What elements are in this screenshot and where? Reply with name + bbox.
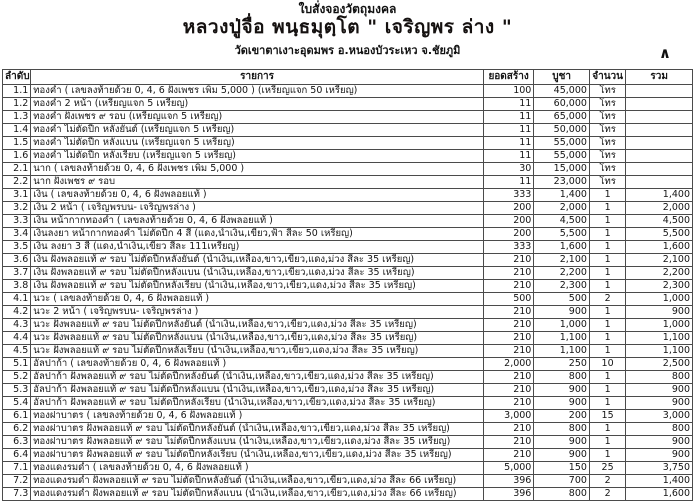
row-no: 3.3 bbox=[3, 215, 31, 228]
table-row bbox=[3, 241, 693, 254]
row-qty: 2 bbox=[589, 475, 625, 488]
row-qty: 1 bbox=[589, 306, 625, 319]
row-qty: โทร bbox=[589, 176, 625, 189]
row-qty: 1 bbox=[589, 280, 625, 293]
row-made: 11 bbox=[483, 111, 534, 124]
row-no: 1.3 bbox=[3, 111, 31, 124]
row-qty: 1 bbox=[589, 189, 625, 202]
row-qty: 1 bbox=[589, 254, 625, 267]
row-item: เงิน ฝังพลอยแท้ ๙ รอบ ไม่ตัดปีกหลังยันต์ (น้ำเงิน,เหลือง,ขาว,เขียว,แดง,ม่วง สีละ 35 เหรียญ) bbox=[31, 254, 484, 267]
row-total: 1,600 bbox=[626, 241, 693, 254]
temple-address: วัดเขาตาเงาะอุดมพร อ.หนองบัวระเหว จ.ชัยภูมิ bbox=[234, 44, 461, 57]
row-no: 4.5 bbox=[3, 345, 31, 358]
row-qty: 10 bbox=[589, 358, 625, 371]
row-qty: โทร bbox=[589, 150, 625, 163]
col-header-total: รวม bbox=[626, 70, 693, 85]
row-no: 4.2 bbox=[3, 306, 31, 319]
row-price: 50,000 bbox=[534, 124, 590, 137]
row-made: 210 bbox=[483, 319, 534, 332]
table-row bbox=[3, 358, 693, 371]
row-qty: โทร bbox=[589, 98, 625, 111]
row-no: 6.4 bbox=[3, 449, 31, 462]
row-price: 800 bbox=[534, 423, 590, 436]
row-price: 900 bbox=[534, 449, 590, 462]
row-item: ทองแดงรมดำ ( เลขลงท้ายด้วย 0, 4, 6 ฝังพลอยแท้ ) bbox=[31, 462, 484, 475]
row-total: 1,400 bbox=[626, 475, 693, 488]
row-no: 3.8 bbox=[3, 280, 31, 293]
row-made: 100 bbox=[483, 85, 534, 98]
row-qty: 1 bbox=[589, 202, 625, 215]
row-price: 4,500 bbox=[534, 215, 590, 228]
row-item: เงิน ฝังพลอยแท้ ๙ รอบ ไม่ตัดปีกหลังเรียบ (น้ำเงิน,เหลือง,ขาว,เขียว,แดง,ม่วง สีละ 35 เหรียญ) bbox=[31, 280, 484, 293]
row-price: 500 bbox=[534, 293, 590, 306]
row-no: 4.1 bbox=[3, 293, 31, 306]
row-made: 210 bbox=[483, 449, 534, 462]
row-no: 3.2 bbox=[3, 202, 31, 215]
table-row bbox=[3, 293, 693, 306]
row-item: นวะ 2 หน้า ( เจริญพรบน- เจริญพรล่าง ) bbox=[31, 306, 484, 319]
col-header-no: ลำดับ bbox=[3, 70, 31, 85]
row-made: 210 bbox=[483, 345, 534, 358]
row-made: 11 bbox=[483, 137, 534, 150]
row-qty: 1 bbox=[589, 449, 625, 462]
table-row bbox=[3, 124, 693, 137]
row-made: 210 bbox=[483, 267, 534, 280]
row-qty: โทร bbox=[589, 137, 625, 150]
row-made: 11 bbox=[483, 124, 534, 137]
col-header-item: รายการ bbox=[31, 70, 484, 85]
row-total: 4,500 bbox=[626, 215, 693, 228]
row-item: เงิน ลงยา 3 สี (แดง,น้ำเงิน,เขียว สีละ 111เหรียญ) bbox=[31, 241, 484, 254]
row-made: 2,000 bbox=[483, 358, 534, 371]
order-table-body bbox=[3, 85, 693, 501]
row-made: 396 bbox=[483, 475, 534, 488]
table-row bbox=[3, 98, 693, 111]
row-qty: 1 bbox=[589, 423, 625, 436]
row-total: 900 bbox=[626, 397, 693, 410]
row-made: 11 bbox=[483, 176, 534, 189]
row-total: 800 bbox=[626, 423, 693, 436]
row-item: อัลปาก้า ( เลขลงท้ายด้วย 0, 4, 6 ฝังพลอยแท้ ) bbox=[31, 358, 484, 371]
row-made: 210 bbox=[483, 254, 534, 267]
table-row bbox=[3, 150, 693, 163]
row-qty: 1 bbox=[589, 215, 625, 228]
row-price: 23,000 bbox=[534, 176, 590, 189]
row-item: เงิน ( เลขลงท้ายด้วย 0, 4, 6 ฝังพลอยแท้ ) bbox=[31, 189, 484, 202]
row-item: นวะ ฝังพลอยแท้ ๙ รอบ ไม่ตัดปีกหลังแบน (น้ำเงิน,เหลือง,ขาว,เขียว,แดง,ม่วง สีละ 35 เหรียญ) bbox=[31, 332, 484, 345]
table-row bbox=[3, 228, 693, 241]
table-row bbox=[3, 137, 693, 150]
row-qty: 1 bbox=[589, 384, 625, 397]
row-total bbox=[626, 176, 693, 189]
row-made: 200 bbox=[483, 228, 534, 241]
row-item: เงิน หน้ากากทองคำ ( เลขลงท้ายด้วย 0, 4, 6 ฝังพลอยแท้ ) bbox=[31, 215, 484, 228]
row-item: ทองฝาบาตร ฝังพลอยแท้ ๙ รอบ ไม่ตัดปีกหลังเรียบ (น้ำเงิน,เหลือง,ขาว,เขียว,แดง,ม่วง สีละ 35 เหรียญ) bbox=[31, 449, 484, 462]
row-qty: 1 bbox=[589, 319, 625, 332]
row-price: 45,000 bbox=[534, 85, 590, 98]
col-header-made: ยอดสร้าง bbox=[483, 70, 534, 85]
row-price: 55,000 bbox=[534, 137, 590, 150]
row-qty: 1 bbox=[589, 332, 625, 345]
row-qty: 1 bbox=[589, 397, 625, 410]
row-price: 2,300 bbox=[534, 280, 590, 293]
table-row bbox=[3, 345, 693, 358]
row-item: เงิน ฝังพลอยแท้ ๙ รอบ ไม่ตัดปีกหลังแบน (น้ำเงิน,เหลือง,ขาว,เขียว,แดง,ม่วง สีละ 35 เหรียญ) bbox=[31, 267, 484, 280]
row-total bbox=[626, 98, 693, 111]
row-item: นาก ( เลขลงท้ายด้วย 0, 4, 6 ฝังเพชร เพิ่ม 5,000 ) bbox=[31, 163, 484, 176]
row-no: 3.4 bbox=[3, 228, 31, 241]
table-row bbox=[3, 202, 693, 215]
table-row bbox=[3, 475, 693, 488]
row-price: 2,100 bbox=[534, 254, 590, 267]
row-item: อัลปาก้า ฝังพลอยแท้ ๙ รอบ ไม่ตัดปีกหลังแบน (น้ำเงิน,เหลือง,ขาว,เขียว,แดง,ม่วง สีละ 35 เหรียญ) bbox=[31, 384, 484, 397]
table-row bbox=[3, 397, 693, 410]
row-no: 3.5 bbox=[3, 241, 31, 254]
row-total: 3,000 bbox=[626, 410, 693, 423]
row-item: ทองคำ ไม่ตัดปีก หลังเรียบ (เหรียญแจก 5 เหรียญ) bbox=[31, 150, 484, 163]
row-total: 900 bbox=[626, 436, 693, 449]
row-item: อัลปาก้า ฝังพลอยแท้ ๙ รอบ ไม่ตัดปีกหลังยันต์ (น้ำเงิน,เหลือง,ขาว,เขียว,แดง,ม่วง สีละ 35 เหรียญ) bbox=[31, 371, 484, 384]
row-price: 1,600 bbox=[534, 241, 590, 254]
row-item: นาก ฝังเพชร ๙ รอบ bbox=[31, 176, 484, 189]
row-no: 3.6 bbox=[3, 254, 31, 267]
row-no: 1.5 bbox=[3, 137, 31, 150]
col-header-price: บูชา bbox=[534, 70, 590, 85]
row-item: ทองฝาบาตร ฝังพลอยแท้ ๙ รอบ ไม่ตัดปีกหลังยันต์ (น้ำเงิน,เหลือง,ขาว,เขียว,แดง,ม่วง สีละ 35 เหรียญ) bbox=[31, 423, 484, 436]
row-total bbox=[626, 124, 693, 137]
row-qty: 25 bbox=[589, 462, 625, 475]
table-row bbox=[3, 189, 693, 202]
row-item: ทองคำ 2 หน้า (เหรียญแจก 5 เหรียญ) bbox=[31, 98, 484, 111]
row-no: 5.3 bbox=[3, 384, 31, 397]
row-price: 200 bbox=[534, 410, 590, 423]
row-item: ทองฝาบาตร ฝังพลอยแท้ ๙ รอบ ไม่ตัดปีกหลังแบน (น้ำเงิน,เหลือง,ขาว,เขียว,แดง,ม่วง สีละ 35 เหรียญ) bbox=[31, 436, 484, 449]
row-price: 55,000 bbox=[534, 150, 590, 163]
row-price: 900 bbox=[534, 306, 590, 319]
row-made: 210 bbox=[483, 384, 534, 397]
row-price: 5,500 bbox=[534, 228, 590, 241]
row-no: 5.2 bbox=[3, 371, 31, 384]
row-no: 5.1 bbox=[3, 358, 31, 371]
table-row bbox=[3, 254, 693, 267]
row-total: 2,200 bbox=[626, 267, 693, 280]
row-qty: โทร bbox=[589, 124, 625, 137]
table-row bbox=[3, 176, 693, 189]
table-row bbox=[3, 319, 693, 332]
row-no: 6.1 bbox=[3, 410, 31, 423]
row-made: 210 bbox=[483, 397, 534, 410]
table-row bbox=[3, 85, 693, 98]
order-table bbox=[2, 69, 693, 501]
row-made: 500 bbox=[483, 293, 534, 306]
row-qty: 1 bbox=[589, 371, 625, 384]
row-total bbox=[626, 137, 693, 150]
row-total: 2,500 bbox=[626, 358, 693, 371]
row-qty: 1 bbox=[589, 241, 625, 254]
row-price: 1,400 bbox=[534, 189, 590, 202]
table-row bbox=[3, 436, 693, 449]
row-made: 5,000 bbox=[483, 462, 534, 475]
row-total: 1,000 bbox=[626, 293, 693, 306]
row-total: 1,100 bbox=[626, 332, 693, 345]
row-qty: 1 bbox=[589, 267, 625, 280]
row-total: 900 bbox=[626, 449, 693, 462]
row-total bbox=[626, 111, 693, 124]
row-item: ทองคำ ฝังเพชร ๙ รอบ (เหรียญแจก 5 เหรียญ) bbox=[31, 111, 484, 124]
row-qty: 2 bbox=[589, 488, 625, 501]
row-item: ทองคำ ไม่ตัดปีก หลังยันต์ (เหรียญแจก 5 เหรียญ) bbox=[31, 124, 484, 137]
row-total: 900 bbox=[626, 306, 693, 319]
row-made: 11 bbox=[483, 150, 534, 163]
row-total: 1,000 bbox=[626, 319, 693, 332]
row-made: 210 bbox=[483, 371, 534, 384]
row-total: 800 bbox=[626, 371, 693, 384]
row-no: 3.1 bbox=[3, 189, 31, 202]
table-row bbox=[3, 215, 693, 228]
row-made: 210 bbox=[483, 280, 534, 293]
table-row bbox=[3, 332, 693, 345]
row-price: 250 bbox=[534, 358, 590, 371]
row-total: 2,000 bbox=[626, 202, 693, 215]
row-price: 60,000 bbox=[534, 98, 590, 111]
table-row bbox=[3, 462, 693, 475]
row-item: ทองแดงรมดำ ฝังพลอยแท้ ๙ รอบ ไม่ตัดปีกหลังยันต์ (น้ำเงิน,เหลือง,ขาว,เขียว,แดง,ม่วง สีละ 66 เหรียญ) bbox=[31, 475, 484, 488]
row-price: 800 bbox=[534, 488, 590, 501]
row-item: ทองฝาบาตร ( เลขลงท้ายด้วย 0, 4, 6 ฝังพลอยแท้ ) bbox=[31, 410, 484, 423]
row-item: นวะ ฝังพลอยแท้ ๙ รอบ ไม่ตัดปีกหลังยันต์ (น้ำเงิน,เหลือง,ขาว,เขียว,แดง,ม่วง สีละ 35 เหรียญ) bbox=[31, 319, 484, 332]
row-no: 1.2 bbox=[3, 98, 31, 111]
row-qty: โทร bbox=[589, 85, 625, 98]
row-no: 7.1 bbox=[3, 462, 31, 475]
row-made: 30 bbox=[483, 163, 534, 176]
row-made: 333 bbox=[483, 189, 534, 202]
row-total: 2,300 bbox=[626, 280, 693, 293]
table-header-row bbox=[3, 70, 693, 85]
caret-mark: ∧ bbox=[658, 44, 671, 62]
row-made: 200 bbox=[483, 215, 534, 228]
table-row bbox=[3, 111, 693, 124]
row-item: ทองคำ ไม่ตัดปีก หลังแบน (เหรียญแจก 5 เหรียญ) bbox=[31, 137, 484, 150]
row-total: 900 bbox=[626, 384, 693, 397]
row-qty: 1 bbox=[589, 345, 625, 358]
row-no: 6.2 bbox=[3, 423, 31, 436]
row-price: 900 bbox=[534, 397, 590, 410]
row-price: 800 bbox=[534, 371, 590, 384]
row-qty: 1 bbox=[589, 228, 625, 241]
row-no: 1.4 bbox=[3, 124, 31, 137]
row-qty: 1 bbox=[589, 436, 625, 449]
row-qty: โทร bbox=[589, 111, 625, 124]
row-no: 4.3 bbox=[3, 319, 31, 332]
row-no: 6.3 bbox=[3, 436, 31, 449]
table-row bbox=[3, 371, 693, 384]
row-no: 1.1 bbox=[3, 85, 31, 98]
row-made: 11 bbox=[483, 98, 534, 111]
row-no: 2.2 bbox=[3, 176, 31, 189]
table-row bbox=[3, 384, 693, 397]
row-made: 396 bbox=[483, 488, 534, 501]
row-no: 4.4 bbox=[3, 332, 31, 345]
row-price: 900 bbox=[534, 436, 590, 449]
table-row bbox=[3, 449, 693, 462]
row-item: อัลปาก้า ฝังพลอยแท้ ๙ รอบ ไม่ตัดปีกหลังเรียบ (น้ำเงิน,เหลือง,ขาว,เขียว,แดง,ม่วง สีละ 35 เหรียญ) bbox=[31, 397, 484, 410]
document-header bbox=[0, 0, 695, 62]
row-total: 2,100 bbox=[626, 254, 693, 267]
table-row bbox=[3, 423, 693, 436]
row-no: 1.6 bbox=[3, 150, 31, 163]
row-total bbox=[626, 85, 693, 98]
row-item: นวะ ( เลขลงท้ายด้วย 0, 4, 6 ฝังพลอยแท้ ) bbox=[31, 293, 484, 306]
row-made: 210 bbox=[483, 332, 534, 345]
row-total: 1,100 bbox=[626, 345, 693, 358]
row-made: 210 bbox=[483, 436, 534, 449]
row-price: 1,100 bbox=[534, 332, 590, 345]
row-price: 65,000 bbox=[534, 111, 590, 124]
row-qty: โทร bbox=[589, 163, 625, 176]
row-total bbox=[626, 163, 693, 176]
row-price: 700 bbox=[534, 475, 590, 488]
table-row bbox=[3, 488, 693, 501]
row-made: 200 bbox=[483, 202, 534, 215]
row-total: 3,750 bbox=[626, 462, 693, 475]
row-made: 210 bbox=[483, 306, 534, 319]
row-qty: 15 bbox=[589, 410, 625, 423]
table-row bbox=[3, 267, 693, 280]
row-item: ทองคำ ( เลขลงท้ายด้วย 0, 4, 6 ฝังเพชร เพิ่ม 5,000 ) (เหรียญแจก 50 เหรียญ) bbox=[31, 85, 484, 98]
row-no: 3.7 bbox=[3, 267, 31, 280]
row-price: 900 bbox=[534, 384, 590, 397]
row-made: 3,000 bbox=[483, 410, 534, 423]
row-no: 5.4 bbox=[3, 397, 31, 410]
col-header-qty: จำนวน bbox=[589, 70, 625, 85]
row-item: เงินลงยา หน้ากากทองคำ ไม่ตัดปีก 4 สี (แดง,น้ำเงิน,เขียว,ฟ้า สีละ 50 เหรียญ) bbox=[31, 228, 484, 241]
row-item: นวะ ฝังพลอยแท้ ๙ รอบ ไม่ตัดปีกหลังเรียบ (น้ำเงิน,เหลือง,ขาว,เขียว,แดง,ม่วง สีละ 35 เหรียญ) bbox=[31, 345, 484, 358]
row-no: 7.3 bbox=[3, 488, 31, 501]
table-row bbox=[3, 280, 693, 293]
row-price: 1,100 bbox=[534, 345, 590, 358]
page-subtitle: หลวงปู่จื่อ พนฺธมุตฺโต " เจริญพร ล่าง " bbox=[182, 16, 513, 38]
row-total: 1,600 bbox=[626, 488, 693, 501]
row-total: 5,500 bbox=[626, 228, 693, 241]
row-price: 1,000 bbox=[534, 319, 590, 332]
row-item: ทองแดงรมดำ ฝังพลอยแท้ ๙ รอบ ไม่ตัดปีกหลังแบน (น้ำเงิน,เหลือง,ขาว,เขียว,แดง,ม่วง สีละ 66 เหรียญ) bbox=[31, 488, 484, 501]
row-made: 333 bbox=[483, 241, 534, 254]
table-row bbox=[3, 306, 693, 319]
row-price: 2,200 bbox=[534, 267, 590, 280]
row-total: 1,400 bbox=[626, 189, 693, 202]
row-qty: 2 bbox=[589, 293, 625, 306]
row-made: 210 bbox=[483, 423, 534, 436]
row-no: 2.1 bbox=[3, 163, 31, 176]
row-total bbox=[626, 150, 693, 163]
table-row bbox=[3, 163, 693, 176]
row-price: 150 bbox=[534, 462, 590, 475]
page-title: ใบสั่งจองวัตถุมงคล bbox=[298, 2, 397, 16]
row-no: 7.2 bbox=[3, 475, 31, 488]
table-row bbox=[3, 410, 693, 423]
row-item: เงิน 2 หน้า ( เจริญพรบน- เจริญพรล่าง ) bbox=[31, 202, 484, 215]
row-price: 15,000 bbox=[534, 163, 590, 176]
row-price: 2,000 bbox=[534, 202, 590, 215]
